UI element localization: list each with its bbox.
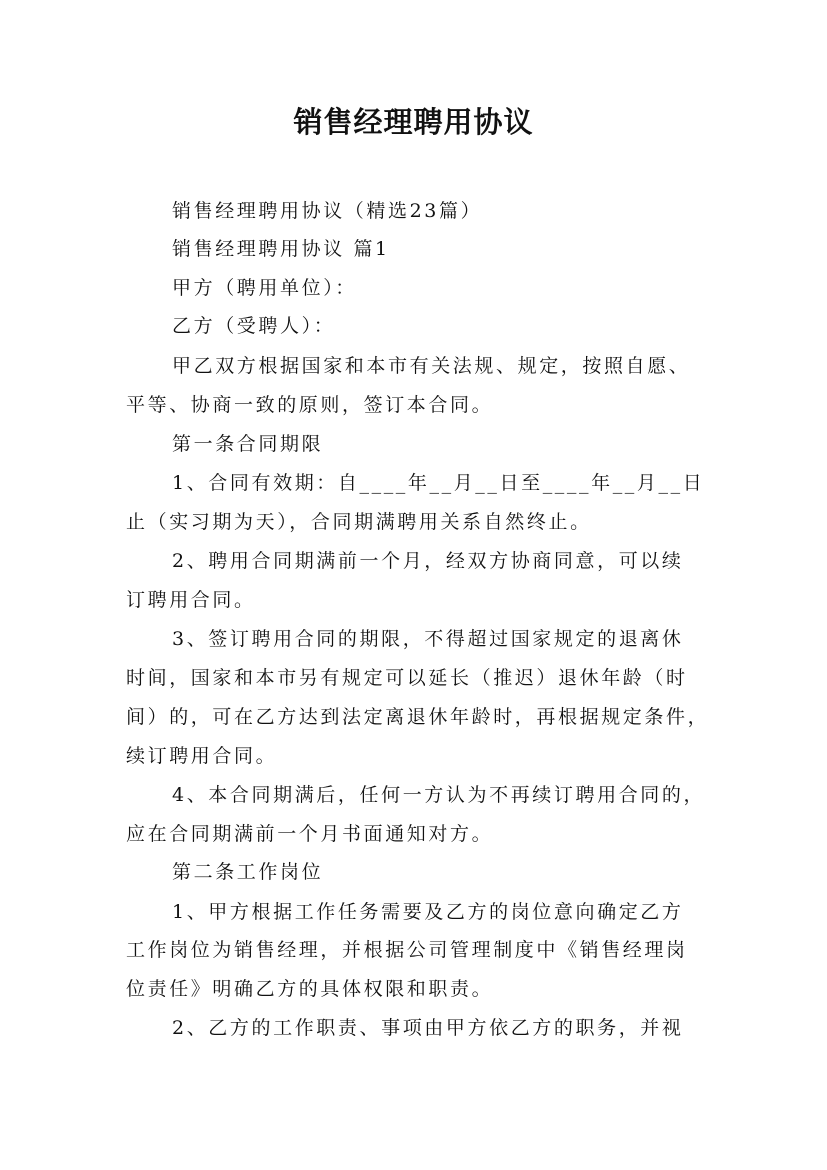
paragraph-line: 间）的，可在乙方达到法定离退休年龄时，再根据规定条件， bbox=[126, 706, 710, 728]
paragraph-line: 应在合同期满前一个月书面通知对方。 bbox=[126, 823, 494, 845]
paragraph-line: 2、乙方的工作职责、事项由甲方依乙方的职务，并视 bbox=[172, 1017, 684, 1039]
paragraph-line: 1、合同有效期：自____年__月__日至____年__月__日 bbox=[172, 472, 705, 494]
paragraph-line: 时间，国家和本市另有规定可以延长（推迟）退休年龄（时 bbox=[126, 667, 688, 689]
section-heading: 第一条合同期限 bbox=[172, 433, 324, 455]
paragraph-line: 甲方（聘用单位）： bbox=[172, 277, 357, 299]
paragraph-line: 销售经理聘用协议（精选23篇） bbox=[172, 200, 483, 222]
paragraph-line: 工作岗位为销售经理，并根据公司管理制度中《销售经理岗 bbox=[126, 939, 688, 961]
paragraph-line: 订聘用合同。 bbox=[126, 589, 256, 611]
paragraph-line: 平等、协商一致的原则，签订本合同。 bbox=[126, 394, 494, 416]
document-title: 销售经理聘用协议 bbox=[293, 105, 534, 139]
paragraph-line: 销售经理聘用协议 篇1 bbox=[172, 238, 390, 260]
section-heading: 第二条工作岗位 bbox=[172, 861, 324, 883]
paragraph-line: 止（实习期为天），合同期满聘用关系自然终止。 bbox=[126, 511, 592, 533]
paragraph-line: 乙方（受聘人）： bbox=[172, 315, 336, 337]
paragraph-line: 2、聘用合同期满前一个月，经双方协商同意，可以续 bbox=[172, 550, 684, 572]
paragraph-line: 位责任》明确乙方的具体权限和职责。 bbox=[126, 978, 494, 1000]
paragraph-line: 3、签订聘用合同的期限，不得超过国家规定的退离休 bbox=[172, 628, 684, 650]
paragraph-line: 续订聘用合同。 bbox=[126, 745, 278, 767]
paragraph-line: 1、甲方根据工作任务需要及乙方的岗位意向确定乙方 bbox=[172, 901, 684, 923]
paragraph-line: 甲乙双方根据国家和本市有关法规、规定，按照自愿、 bbox=[172, 355, 691, 377]
paragraph-line: 4、本合同期满后，任何一方认为不再续订聘用合同的， bbox=[172, 784, 706, 806]
